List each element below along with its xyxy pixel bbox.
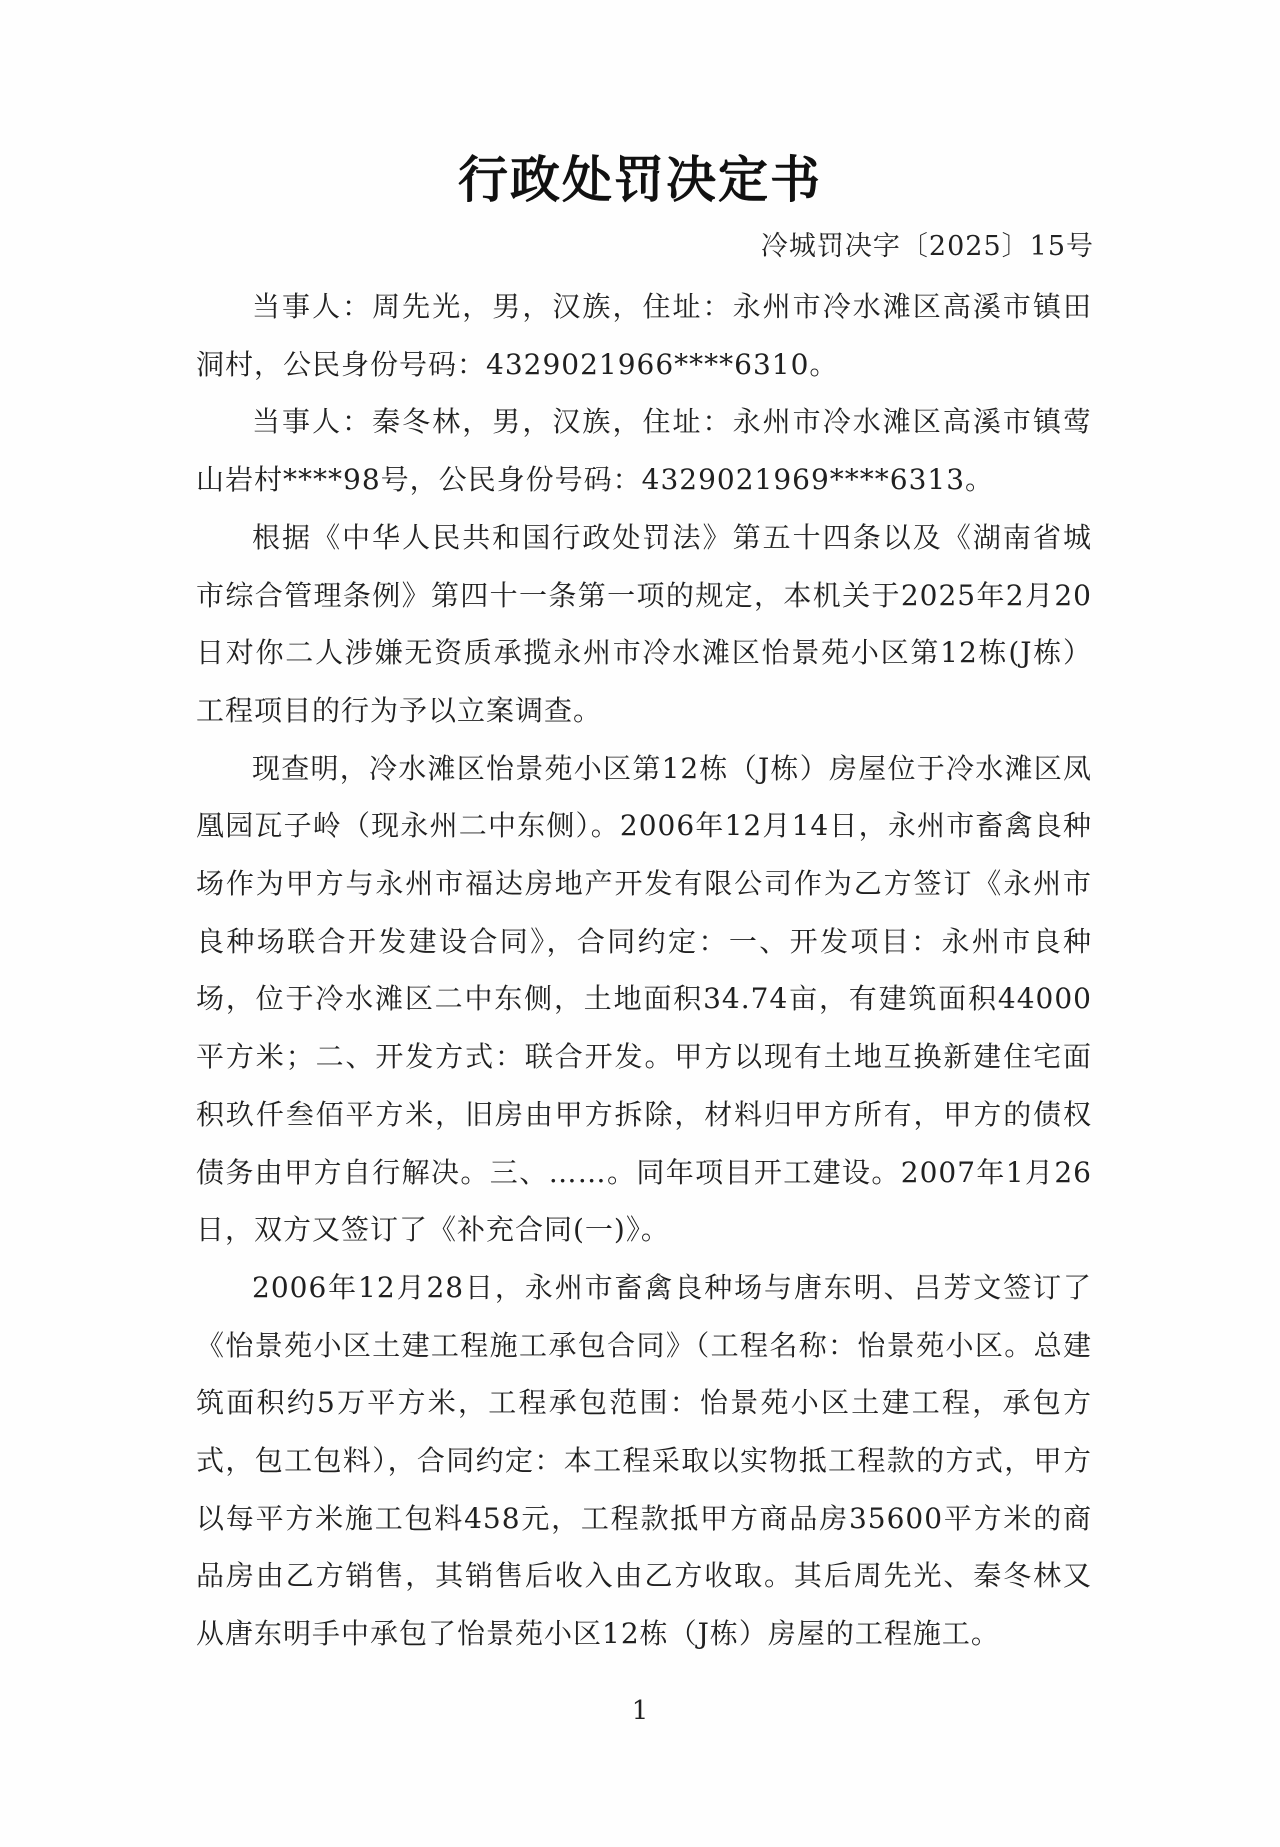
party-paragraph-qin: 当事人：秦冬林，男，汉族，住址：永州市冷水滩区高溪市镇莺山岩村****98号，公民身份号码：4329021969****6313。 [196, 405, 1092, 497]
legal-basis-paragraph: 根据《中华人民共和国行政处罚法》第五十四条以及《湖南省城市综合管理条例》第四十一条第一项的规定，本机关于2025年2月20日对你二人涉嫌无资质承揽永州市冷水滩区怡景苑小区第12栋(J栋）工程项目的行为予以立案调查。 [196, 520, 1092, 727]
page-number: 1 [631, 1696, 649, 1726]
contract-paragraph: 2006年12月28日，永州市畜禽良种场与唐东明、吕芳文签订了《怡景苑小区土建工程施工承包合同》（工程名称：怡景苑小区。总建筑面积约5万平方米，工程承包范围：怡景苑小区土建工程，承包方式，包工包料），合同约定：本工程采取以实物抵工程款的方式，甲方以每平方米施工包料458元，工程款抵甲方商品房35600平方米的商品房由乙方销售，其销售后收入由乙方收取。其后周先光、秦冬林又从唐东明手中承包了怡景苑小区12栋（J栋）房屋的工程施工。 [196, 1270, 1092, 1651]
document-title: 行政处罚决定书 [458, 150, 822, 209]
document-number: 冷城罚决字〔2025〕15号 [760, 231, 1094, 262]
party-paragraph-zhou: 当事人：周先光，男，汉族，住址：永州市冷水滩区高溪市镇田洞村，公民身份号码：4329021966****6310。 [196, 290, 1092, 381]
findings-paragraph: 现查明，冷水滩区怡景苑小区第12栋（J栋）房屋位于冷水滩区凤凰园瓦子岭（现永州二中东侧）。2006年12月14日，永州市畜禽良种场作为甲方与永州市福达房地产开发有限公司作为乙方签订《永州市良种场联合开发建设合同》，合同约定：一、开发项目：永州市良种场，位于冷水滩区二中东侧，土地面积34.74亩，有建筑面积44000平方米；二、开发方式：联合开发。甲方以现有土地互换新建住宅面积玖仟叁佰平方米，旧房由甲方拆除，材料归甲方所有，甲方的债权债务由甲方自行解决。三、……。同年项目开工建设。2007年1月26日，双方又签订了《补充合同(一)》。 [196, 751, 1092, 1247]
document-body [196, 278, 1092, 1663]
